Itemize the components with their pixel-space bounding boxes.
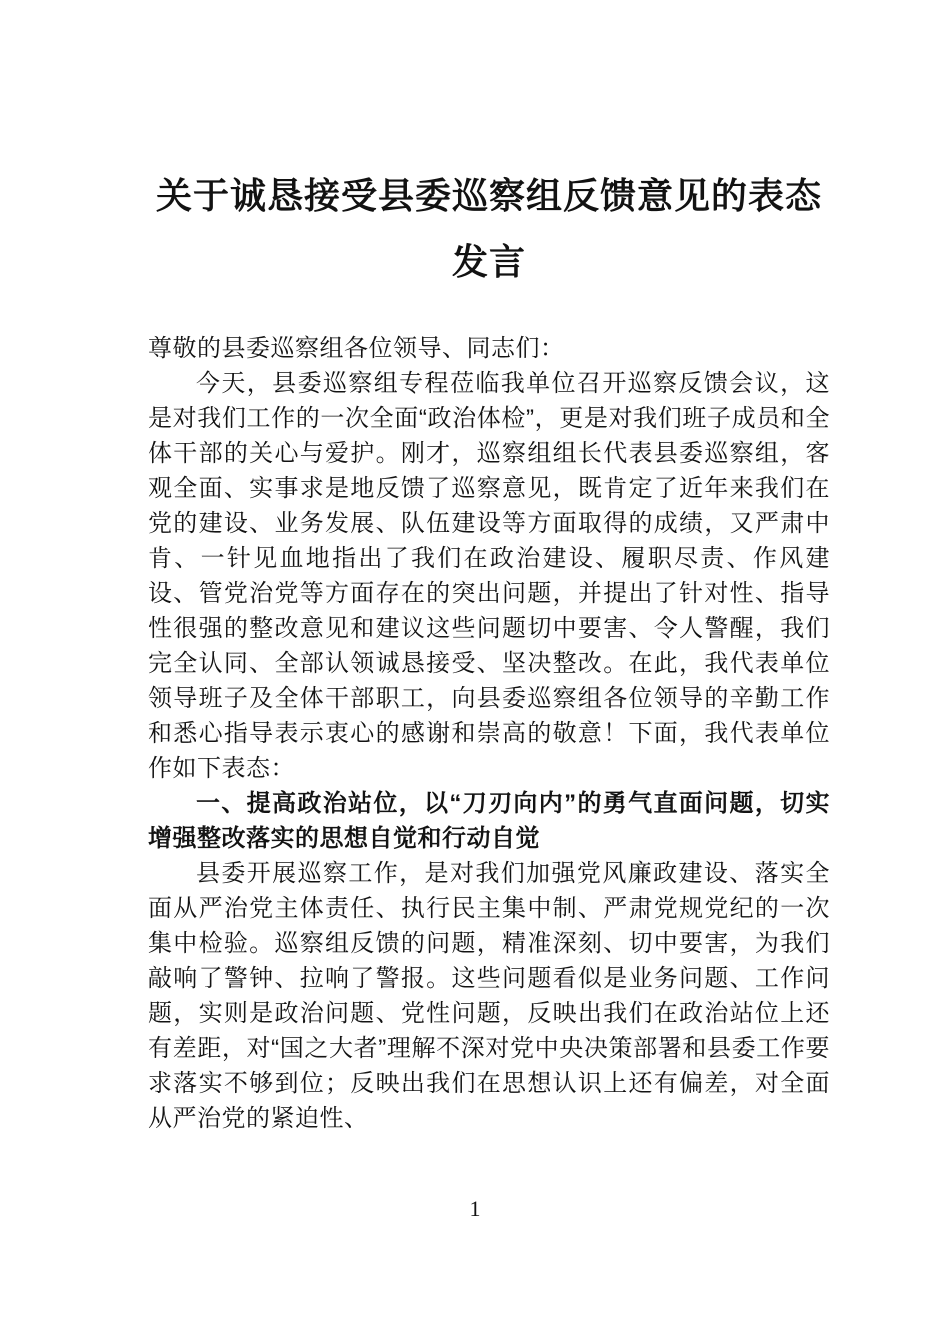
document-title: 关于诚恳接受县委巡察组反馈意见的表态发言 (155, 175, 822, 282)
page-number: 1 (469, 1196, 481, 1221)
paragraph-section-1-body: 县委开展巡察工作，是对我们加强党风廉政建设、落实全面从严治党主体责任、执行民主集中制、严肃党规党纪的一次集中检验。巡察组反馈的问题，精准深刻、切中要害，为我们敲响了警钟、拉响了警报。这些问题看似是业务问题、工作问题，实则是政治问题、党性问题，反映出我们在政治站位上还有差距，对“国之大者”理解不深对党中央决策部署和县委工作要求落实不够到位；反映出我们在思想认识上还有偏差，对全面从严治党的紧迫性、 (148, 860, 830, 1132)
salutation-line: 尊敬的县委巡察组各位领导、同志们： (148, 335, 565, 362)
section-heading-1: 一、提高政治站位，以“刀刃向内”的勇气直面问题，切实增强整改落实的思想自觉和行动自觉 (148, 790, 830, 852)
document-body (148, 331, 830, 1136)
paragraph-intro: 今天，县委巡察组专程莅临我单位召开巡察反馈会议，这是对我们工作的一次全面“政治体检”，更是对我们班子成员和全体干部的关心与爱护。刚才，巡察组组长代表县委巡察组，客观全面、实事求是地反馈了巡察意见，既肯定了近年来我们在党的建设、业务发展、队伍建设等方面取得的成绩，又严肃中肯、一针见血地指出了我们在政治建设、履职尽责、作风建设、管党治党等方面存在的突出问题，并提出了针对性、指导性很强的整改意见和建议这些问题切中要害、令人警醒，我们完全认同、全部认领诚恳接受、坚决整改。在此，我代表单位领导班子及全体干部职工，向县委巡察组各位领导的辛勤工作和悉心指导表示衷心的感谢和崇高的敬意！下面，我代表单位作如下表态： (148, 370, 830, 782)
